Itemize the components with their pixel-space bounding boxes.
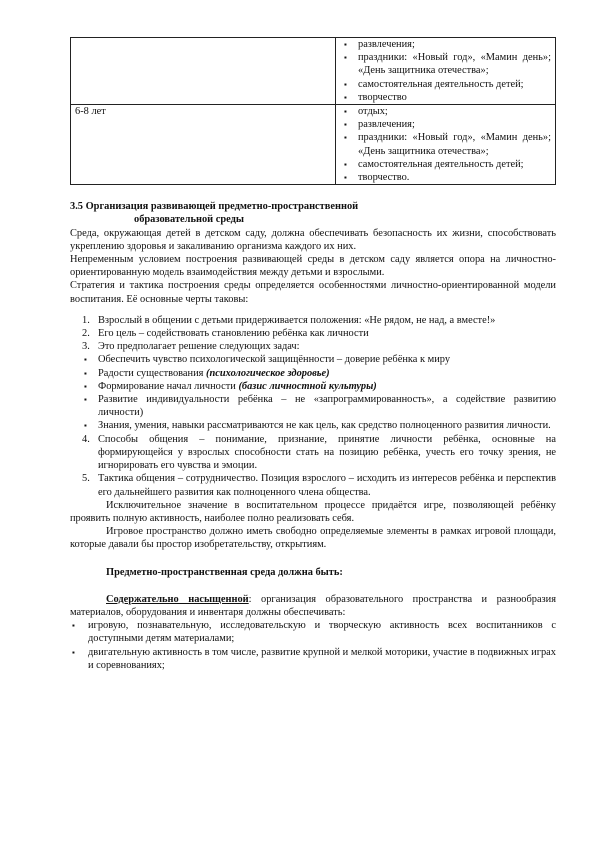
list-item: 4. Способы общения – понимание, признание, принятие личности ребёнка, основные на формирующейся у взрослых способности стать на позицию ребёнка, учесть его точку зрения, не игнорировать его чувства и эмоции.	[82, 433, 556, 472]
list-item: 3. Это предполагает решение следующих задач:	[82, 341, 300, 353]
list-item: ▪ Формирование начал личности (базис личностной культуры)	[84, 380, 377, 392]
numbered-list	[70, 433, 556, 499]
square-bullet-icon: ▪	[344, 120, 347, 130]
square-bullet-icon: ▪	[84, 381, 87, 391]
square-bullet-icon: ▪	[84, 368, 87, 378]
list-item: ▪ творчество	[344, 91, 407, 103]
list-item: ▪ праздники: «Новый год», «Мамин день»; «День защитника отечества»;	[344, 52, 551, 77]
bullet-list	[70, 353, 556, 432]
activities-cell	[336, 38, 556, 105]
age-cell: 6-8 лет	[71, 105, 336, 185]
list-item: ▪ развлечения;	[344, 119, 415, 131]
list-item: ▪ Обеспечить чувство психологической защищённости – доверие ребёнка к миру	[84, 354, 451, 366]
age-cell	[71, 38, 336, 105]
list-item: ▪ Знания, умения, навыки рассматриваются не как цель, как средство полноценного развития личности.	[84, 420, 551, 432]
list-item: 2. Его цель – содействовать становлению ребёнка как личности	[82, 328, 369, 340]
square-bullet-icon: ▪	[344, 133, 347, 143]
list-item: ▪ самостоятельная деятельность детей;	[344, 78, 524, 90]
list-item: ▪ Радости существования (психологическое здоровье)	[84, 367, 330, 379]
paragraph: Среда, окружающая детей в детском саду, должна обеспечивать безопасность их жизни, способствовать укреплению здоровья и закаливанию организма каждого их них.	[70, 227, 556, 252]
square-bullet-icon: ▪	[72, 621, 75, 631]
list-item: ▪ двигательную активность в том числе, развитие крупной и мелкой моторики, участие в подвижных играх и соревнованиях;	[72, 646, 556, 671]
list-item: 1. Взрослый в общении с детьми придерживается положения: «Не рядом, не над, а вместе!»	[82, 314, 496, 326]
list-item: ▪ развлечения;	[344, 39, 415, 50]
square-bullet-icon: ▪	[84, 355, 87, 365]
list-item: ▪ самостоятельная деятельность детей;	[344, 158, 524, 170]
square-bullet-icon: ▪	[344, 107, 347, 117]
square-bullet-icon: ▪	[344, 159, 347, 169]
square-bullet-icon: ▪	[344, 173, 347, 183]
table-row	[71, 105, 556, 185]
subheading: Предметно-пространственная среда должна быть:	[106, 566, 343, 578]
activities-cell	[336, 105, 556, 185]
list-item: 5. Тактика общения – сотрудничество. Позиция взрослого – исходить из интересов ребёнка и перспектив его дальнейшего развития как полноценного члена общества.	[82, 473, 556, 498]
table-row	[71, 38, 556, 105]
square-bullet-icon: ▪	[344, 79, 347, 89]
section-title: 3.5 Организация развивающей предметно-пространственной образовательной среды	[70, 201, 359, 226]
paragraph: Непременным условием построения развивающей среды в детском саду является опора на личностно-ориентированную модель взаимодействия между детьми и взрослыми.	[70, 254, 556, 279]
paragraph: Игровое пространство должно иметь свободно определяемые элементы в рамках игровой площади, которые давали бы простор изобретательству, открытиям.	[70, 526, 556, 551]
square-bullet-icon: ▪	[84, 421, 87, 431]
document-page	[70, 0, 556, 672]
paragraph: Содержательно насыщенной: организация образовательного пространства и разнообразия материалов, оборудования и инвентаря должны обеспечивать:	[70, 593, 556, 618]
square-bullet-icon: ▪	[84, 395, 87, 405]
activities-table	[70, 37, 556, 185]
bullet-list	[70, 619, 556, 672]
list-item: ▪ праздники: «Новый год», «Мамин день»; «День защитника отечества»;	[344, 132, 551, 157]
list-item: ▪ отдых;	[344, 106, 388, 118]
paragraph: Исключительное значение в воспитательном процессе придаётся игре, позволяющей ребёнку проявить полную активность, наиболее полно реализовать себя.	[70, 499, 556, 524]
paragraph: Стратегия и тактика построения среды определяется особенностями личностно-ориентированной модели воспитания. Её основные черты таковы:	[70, 280, 556, 305]
list-item: ▪ творчество.	[344, 172, 410, 184]
square-bullet-icon: ▪	[344, 53, 347, 63]
square-bullet-icon: ▪	[344, 92, 347, 102]
numbered-list	[70, 314, 556, 354]
list-item: ▪ Развитие индивидуальности ребёнка – не «запрограммированность», а содействие развитию личности)	[84, 394, 556, 419]
square-bullet-icon: ▪	[344, 40, 347, 49]
list-item: ▪ игровую, познавательную, исследовательскую и творческую активность всех воспитанников с доступными детям материалами;	[72, 620, 556, 645]
square-bullet-icon: ▪	[72, 647, 75, 657]
